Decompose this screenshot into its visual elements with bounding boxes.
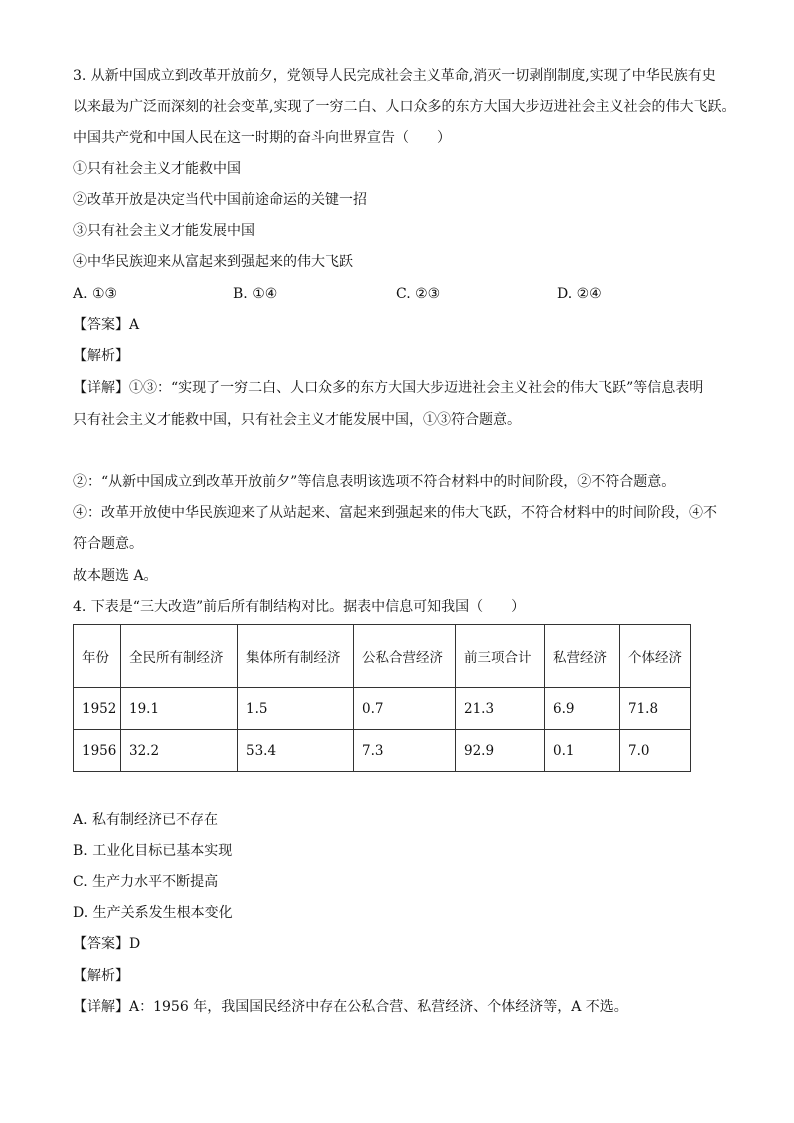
q3-stem-line-3: 中国共产党和中国人民在这一时期的奋斗向世界宣告（ ） — [73, 130, 451, 146]
table-header-cell: 公私合营经济 — [354, 625, 456, 688]
q3-detail-line-1: 【详解】①③：“实现了一穷二白、人口众多的东方大国大步迈进社会主义社会的伟大飞跃”等信息表明 — [73, 380, 704, 396]
q4-detail-line-1: 【详解】A：1956 年，我国国民经济中存在公私合营、私营经济、个体经济等，A 不选。 — [73, 999, 628, 1015]
q3-option-c: C. ②③ — [396, 286, 441, 302]
table-header-row — [74, 625, 691, 688]
table-cell: 92.9 — [456, 730, 545, 772]
table-cell: 1952 — [74, 688, 121, 730]
table-header-cell: 集体所有制经济 — [238, 625, 354, 688]
table-cell: 53.4 — [238, 730, 354, 772]
q3-statement-3: ③只有社会主义才能发展中国 — [73, 223, 255, 239]
table-cell: 71.8 — [620, 688, 691, 730]
q3-statement-2: ②改革开放是决定当代中国前途命运的关键一招 — [73, 192, 367, 208]
table-cell: 7.3 — [354, 730, 456, 772]
table-cell: 1.5 — [238, 688, 354, 730]
q4-option-a: A. 私有制经济已不存在 — [73, 812, 219, 828]
q4-option-d: D. 生产关系发生根本变化 — [73, 905, 233, 921]
table-cell: 7.0 — [620, 730, 691, 772]
q3-option-a: A. ①③ — [73, 286, 118, 302]
table-cell: 19.1 — [121, 688, 238, 730]
table-header-cell: 全民所有制经济 — [121, 625, 238, 688]
q3-answer: 【答案】A — [73, 317, 140, 333]
q3-statement-4: ④中华民族迎来从富起来到强起来的伟大飞跃 — [73, 254, 353, 270]
table-row — [74, 730, 691, 772]
table-header-cell: 个体经济 — [620, 625, 691, 688]
table-cell: 1956 — [74, 730, 121, 772]
q4-option-c: C. 生产力水平不断提高 — [73, 874, 219, 890]
table-cell: 0.1 — [545, 730, 620, 772]
q3-detail-line-2: 只有社会主义才能救中国，只有社会主义才能发展中国，①③符合题意。 — [73, 412, 521, 428]
q3-detail-line-4: ④：改革开放使中华民族迎来了从站起来、富起来到强起来的伟大飞跃，不符合材料中的时间阶段，④不 — [73, 505, 717, 521]
q4-analysis-label: 【解析】 — [73, 968, 129, 984]
ownership-table — [73, 624, 691, 772]
table-header-cell: 前三项合计 — [456, 625, 545, 688]
q3-statement-1: ①只有社会主义才能救中国 — [73, 161, 241, 177]
q3-option-d: D. ②④ — [557, 286, 602, 302]
table-cell: 0.7 — [354, 688, 456, 730]
q3-option-b: B. ①④ — [233, 286, 278, 302]
table-header-cell: 年份 — [74, 625, 121, 688]
table-cell: 21.3 — [456, 688, 545, 730]
q3-detail-line-5: 符合题意。 — [73, 536, 143, 552]
q3-analysis-label: 【解析】 — [73, 348, 129, 364]
table-cell: 32.2 — [121, 730, 238, 772]
table-row — [74, 688, 691, 730]
q3-stem-line-1: 3. 从新中国成立到改革开放前夕，党领导人民完成社会主义革命,消灭一切剥削制度,实现了中华民族有史 — [73, 68, 716, 84]
q3-stem-line-2: 以来最为广泛而深刻的社会变革,实现了一穷二白、人口众多的东方大国大步迈进社会主义社会的伟大飞跃。 — [73, 99, 736, 115]
q4-stem: 4. 下表是“三大改造”前后所有制结构对比。据表中信息可知我国（ ） — [73, 599, 526, 615]
q4-answer: 【答案】D — [73, 936, 141, 952]
table-header-cell: 私营经济 — [545, 625, 620, 688]
q3-conclusion: 故本题选 A。 — [73, 568, 158, 584]
q3-detail-line-3: ②：“从新中国成立到改革开放前夕”等信息表明该选项不符合材料中的时间阶段，②不符合题意。 — [73, 474, 676, 490]
q4-option-b: B. 工业化目标已基本实现 — [73, 843, 233, 859]
table-cell: 6.9 — [545, 688, 620, 730]
